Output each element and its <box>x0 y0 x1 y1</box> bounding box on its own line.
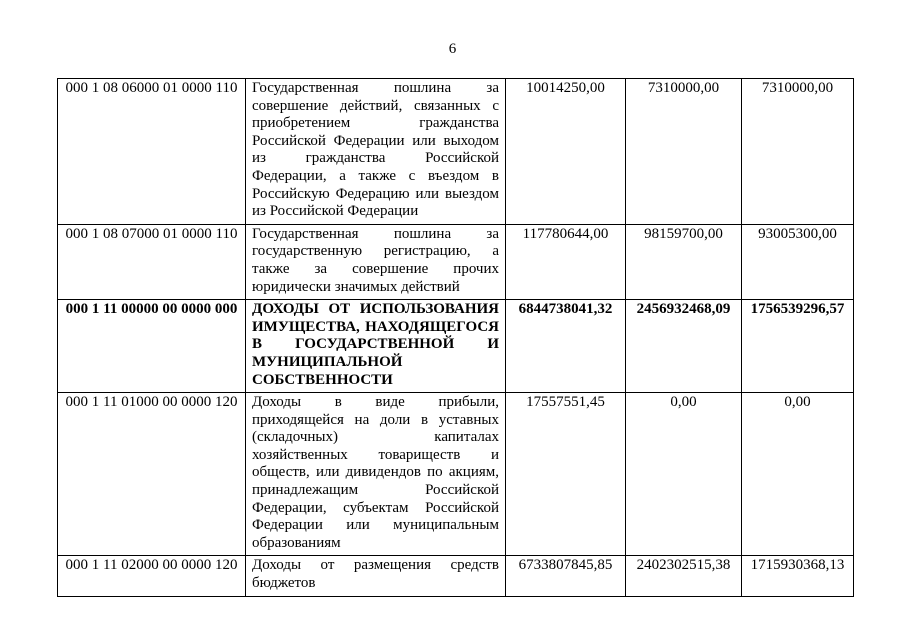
description-cell: Государственная пошлина за государственную регистрацию, а также за совершение прочих юридически значимых действий <box>246 224 506 299</box>
budget-code-cell: 000 1 11 01000 00 0000 120 <box>58 393 246 556</box>
amount-cell: 7310000,00 <box>742 79 854 225</box>
amount-cell: 17557551,45 <box>506 393 626 556</box>
amount-cell: 0,00 <box>626 393 742 556</box>
table-row <box>58 300 854 393</box>
budget-code-cell: 000 1 11 02000 00 0000 120 <box>58 556 246 596</box>
amount-cell: 6844738041,32 <box>506 300 626 393</box>
amount-cell: 10014250,00 <box>506 79 626 225</box>
table-row <box>58 393 854 556</box>
amount-cell: 0,00 <box>742 393 854 556</box>
amount-cell: 1715930368,13 <box>742 556 854 596</box>
description-cell: Государственная пошлина за совершение действий, связанных с приобретением гражданства Российской Федерации или выходом из гражданства Российской Федерации, а также с въездом в Российскую Федерацию или выездом из Российской Федерации <box>246 79 506 225</box>
amount-cell: 98159700,00 <box>626 224 742 299</box>
budget-code-cell: 000 1 08 07000 01 0000 110 <box>58 224 246 299</box>
amount-cell: 6733807845,85 <box>506 556 626 596</box>
table-row <box>58 79 854 225</box>
amount-cell: 117780644,00 <box>506 224 626 299</box>
table-row <box>58 556 854 596</box>
page-number: 6 <box>448 41 457 57</box>
table-row <box>58 224 854 299</box>
amount-cell: 2402302515,38 <box>626 556 742 596</box>
budget-code-cell: 000 1 11 00000 00 0000 000 <box>58 300 246 393</box>
amount-cell: 93005300,00 <box>742 224 854 299</box>
amount-cell: 1756539296,57 <box>742 300 854 393</box>
description-cell: ДОХОДЫ ОТ ИСПОЛЬЗОВАНИЯ ИМУЩЕСТВА, НАХОДЯЩЕГОСЯ В ГОСУДАРСТВЕННОЙ И МУНИЦИПАЛЬНОЙ СОБСТВЕННОСТИ <box>246 300 506 393</box>
amount-cell: 2456932468,09 <box>626 300 742 393</box>
budget-table <box>57 78 854 597</box>
description-cell: Доходы в виде прибыли, приходящейся на доли в уставных (складочных) капиталах хозяйственных товариществ и обществ, или дивидендов по акциям, принадлежащим Российской Федерации, субъектам Российской Федерации или муниципальным образованиям <box>246 393 506 556</box>
description-cell: Доходы от размещения средств бюджетов <box>246 556 506 596</box>
amount-cell: 7310000,00 <box>626 79 742 225</box>
budget-code-cell: 000 1 08 06000 01 0000 110 <box>58 79 246 225</box>
budget-table-body <box>58 79 854 597</box>
